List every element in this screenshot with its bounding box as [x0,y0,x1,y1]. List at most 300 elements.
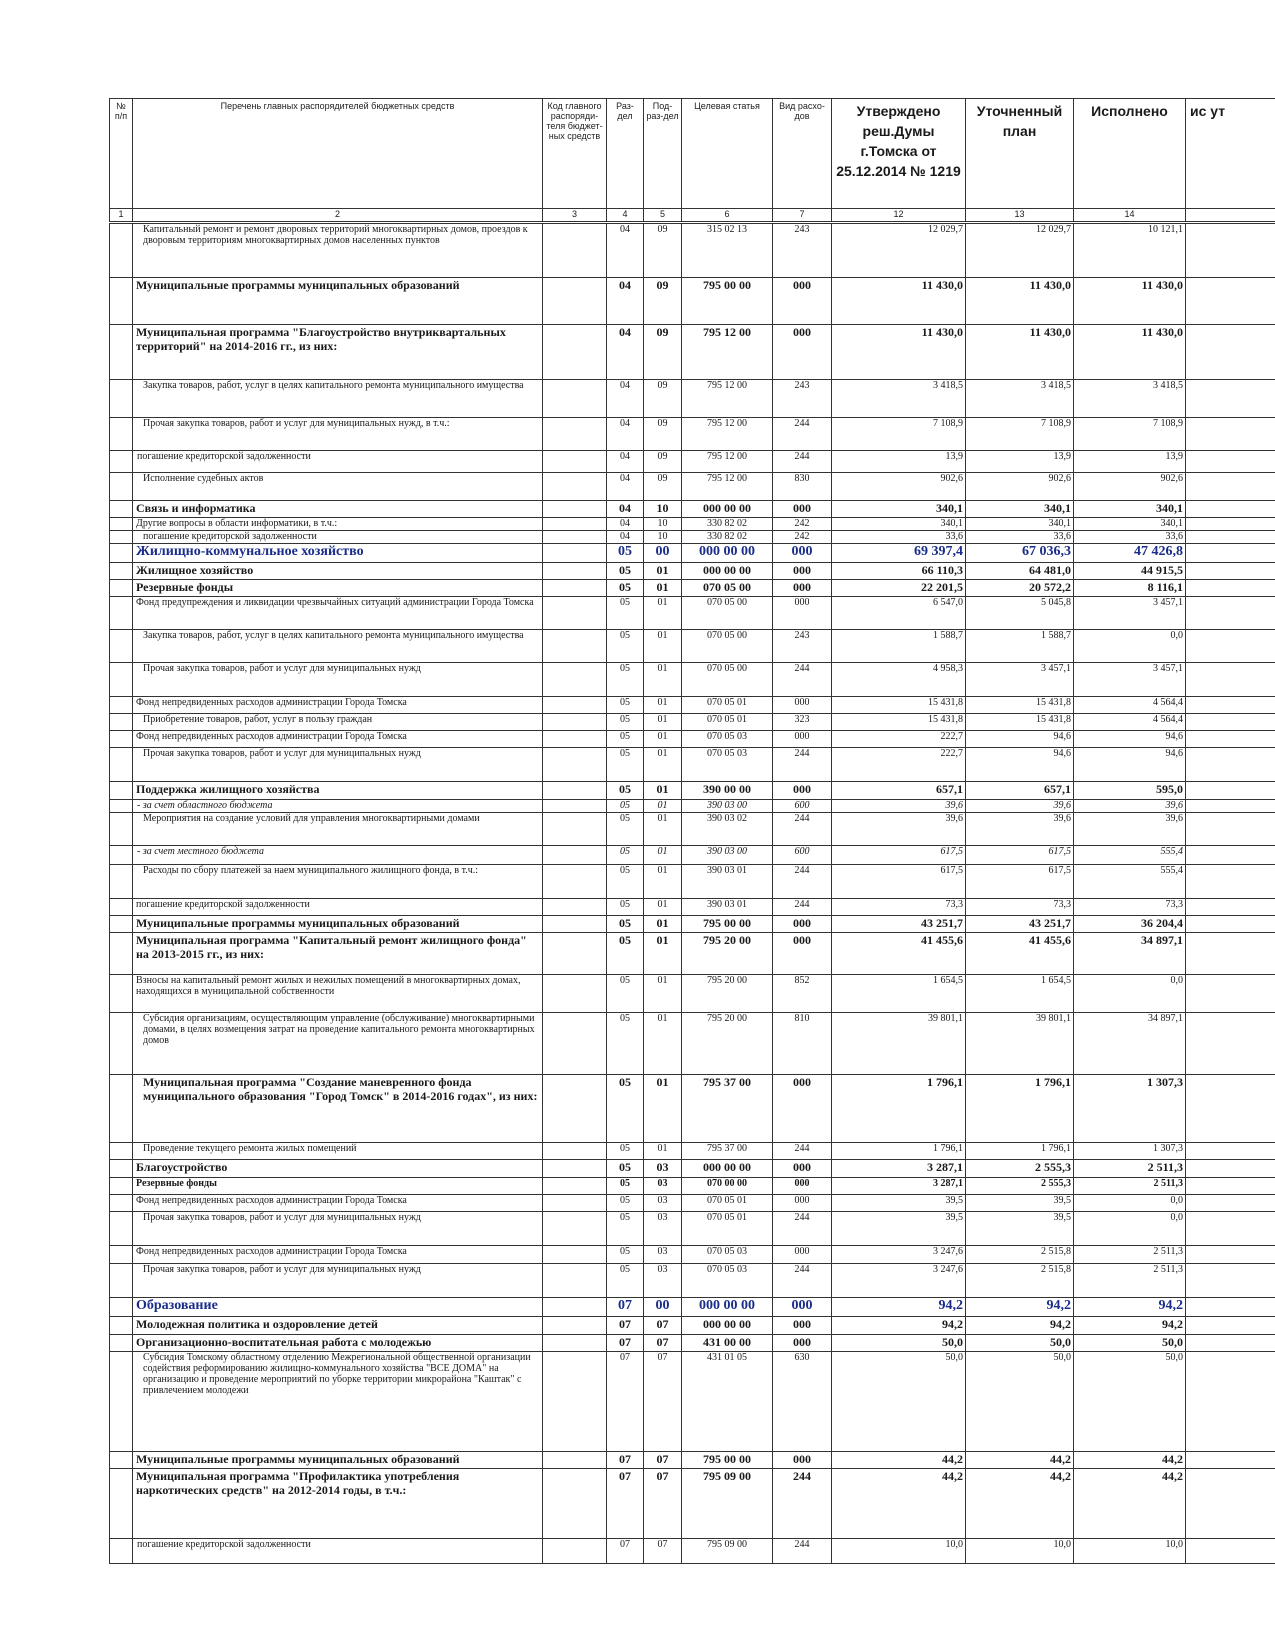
row-expense-type: 242 [773,531,832,544]
row-approved: 657,1 [832,782,966,800]
row-approved: 1 654,5 [832,975,966,1013]
row-num [110,1212,133,1246]
header-razdel: Раз-дел [607,99,644,209]
row-code [543,451,607,473]
row-cut [1186,518,1275,531]
row-executed: 3 457,1 [1074,663,1186,697]
row-executed: 94,6 [1074,731,1186,748]
row-expense-type: 244 [773,1143,832,1160]
row-plan: 67 036,3 [966,544,1074,563]
row-target-article: 315 02 13 [682,223,773,278]
row-cut [1186,325,1275,380]
row-approved: 902,6 [832,473,966,501]
row-expense-type: 810 [773,1013,832,1075]
row-num [110,782,133,800]
row-plan: 20 572,2 [966,580,1074,597]
row-podrazdel: 09 [644,418,682,451]
row-razdel: 07 [607,1352,644,1452]
row-target-article: 070 05 00 [682,580,773,597]
row-cut [1186,1160,1275,1178]
row-target-article: 070 05 03 [682,1264,773,1298]
row-approved: 39,6 [832,800,966,813]
row-num [110,916,133,933]
row-podrazdel: 09 [644,473,682,501]
row-num [110,325,133,380]
table-row [110,1212,1275,1246]
table-row [110,1264,1275,1298]
row-plan: 44,2 [966,1452,1074,1469]
header-name: Перечень главных распорядителей бюджетных средств [133,99,543,209]
budget-table-sheet [109,98,1275,1564]
row-code [543,563,607,580]
header-num: № п/п [110,99,133,209]
table-row [110,865,1275,899]
row-executed: 340,1 [1074,501,1186,518]
row-name: Молодежная политика и оздоровление детей [133,1317,543,1335]
row-expense-type: 600 [773,846,832,865]
row-target-article: 390 03 01 [682,899,773,916]
colnum: 6 [682,209,773,223]
row-name: Субсидия Томскому областному отделению Межрегиональной общественной организации содействия реформированию жилищно-коммунального хозяйства "ВСЕ ДОМА" на организацию и проведение мероприятий по уборке территории микрорайона "Каштак" с привлечением молодежи [133,1352,543,1452]
row-cut [1186,630,1275,663]
row-podrazdel: 09 [644,223,682,278]
header-approved: Утверждено реш.Думы г.Томска от 25.12.2014 № 1219 [832,99,966,209]
row-code [543,916,607,933]
row-executed: 44,2 [1074,1452,1186,1469]
row-num [110,975,133,1013]
row-name: Муниципальные программы муниципальных образований [133,916,543,933]
row-expense-type: 000 [773,580,832,597]
row-executed: 902,6 [1074,473,1186,501]
row-name: Муниципальная программа "Благоустройство внутриквартальных территорий" на 2014-2016 гг., из них: [133,325,543,380]
row-approved: 66 110,3 [832,563,966,580]
row-target-article: 795 00 00 [682,278,773,325]
row-expense-type: 244 [773,1469,832,1539]
row-approved: 39,5 [832,1212,966,1246]
row-code [543,501,607,518]
row-razdel: 04 [607,325,644,380]
row-target-article: 795 09 00 [682,1469,773,1539]
row-code [543,1352,607,1452]
row-executed: 2 511,3 [1074,1246,1186,1264]
row-plan: 2 515,8 [966,1264,1074,1298]
row-cut [1186,663,1275,697]
row-target-article: 070 05 03 [682,1246,773,1264]
row-name: Фонд непредвиденных расходов администрации Города Томска [133,1195,543,1212]
row-code [543,1539,607,1564]
row-code [543,782,607,800]
row-target-article: 070 05 01 [682,697,773,714]
row-num [110,1469,133,1539]
row-code [543,544,607,563]
table-row [110,1298,1275,1317]
row-expense-type: 244 [773,1264,832,1298]
row-num [110,800,133,813]
row-plan: 3 418,5 [966,380,1074,418]
row-num [110,563,133,580]
row-plan: 12 029,7 [966,223,1074,278]
row-executed: 0,0 [1074,1212,1186,1246]
row-cut [1186,1317,1275,1335]
row-executed: 47 426,8 [1074,544,1186,563]
row-target-article: 070 05 03 [682,731,773,748]
header-expense-type: Вид расхо-дов [773,99,832,209]
table-row [110,782,1275,800]
row-executed: 2 511,3 [1074,1264,1186,1298]
row-approved: 39,5 [832,1195,966,1212]
row-razdel: 05 [607,1160,644,1178]
row-podrazdel: 00 [644,544,682,563]
row-num [110,1298,133,1317]
row-podrazdel: 01 [644,865,682,899]
row-name: Образование [133,1298,543,1317]
row-expense-type: 000 [773,325,832,380]
table-row [110,1352,1275,1452]
row-executed: 3 457,1 [1074,597,1186,630]
row-podrazdel: 07 [644,1539,682,1564]
row-executed: 39,6 [1074,813,1186,846]
row-plan: 1 654,5 [966,975,1074,1013]
row-podrazdel: 01 [644,580,682,597]
row-name: Проведение текущего ремонта жилых помещений [133,1143,543,1160]
row-target-article: 070 05 01 [682,1195,773,1212]
row-code [543,714,607,731]
row-executed: 8 116,1 [1074,580,1186,597]
table-row [110,630,1275,663]
row-approved: 3 287,1 [832,1178,966,1195]
row-expense-type: 244 [773,748,832,782]
row-razdel: 05 [607,800,644,813]
row-cut [1186,813,1275,846]
row-name: Мероприятия на создание условий для управления многоквартирными домами [133,813,543,846]
row-podrazdel: 01 [644,731,682,748]
row-name: погашение кредиторской задолженности [133,531,543,544]
row-podrazdel: 07 [644,1317,682,1335]
row-plan: 11 430,0 [966,325,1074,380]
row-podrazdel: 01 [644,975,682,1013]
row-target-article: 070 00 00 [682,1178,773,1195]
table-row [110,731,1275,748]
row-num [110,1143,133,1160]
row-executed: 0,0 [1074,1195,1186,1212]
table-row [110,1143,1275,1160]
table-row [110,714,1275,731]
row-target-article: 000 00 00 [682,1317,773,1335]
colnum: 1 [110,209,133,223]
row-num [110,473,133,501]
row-plan: 15 431,8 [966,714,1074,731]
row-plan: 44,2 [966,1469,1074,1539]
row-expense-type: 244 [773,418,832,451]
row-plan: 902,6 [966,473,1074,501]
row-razdel: 05 [607,544,644,563]
row-num [110,223,133,278]
row-approved: 13,9 [832,451,966,473]
row-name: Благоустройство [133,1160,543,1178]
row-expense-type: 244 [773,813,832,846]
row-name: Субсидия организациям, осуществляющим управление (обслуживание) многоквартирными домами, в целях возмещения затрат на проведение капитального ремонта многоквартирных домов [133,1013,543,1075]
row-approved: 10,0 [832,1539,966,1564]
row-plan: 94,6 [966,731,1074,748]
row-plan: 39,5 [966,1212,1074,1246]
row-cut [1186,1264,1275,1298]
row-name: Прочая закупка товаров, работ и услуг для муниципальных нужд, в т.ч.: [133,418,543,451]
row-num [110,813,133,846]
row-target-article: 390 03 02 [682,813,773,846]
table-row [110,899,1275,916]
row-executed: 34 897,1 [1074,933,1186,975]
row-code [543,630,607,663]
row-target-article: 000 00 00 [682,1160,773,1178]
row-razdel: 04 [607,380,644,418]
row-name: погашение кредиторской задолженности [133,451,543,473]
row-razdel: 05 [607,846,644,865]
row-code [543,748,607,782]
row-podrazdel: 01 [644,800,682,813]
row-razdel: 07 [607,1317,644,1335]
row-cut [1186,1195,1275,1212]
row-cut [1186,473,1275,501]
row-approved: 6 547,0 [832,597,966,630]
row-num [110,418,133,451]
row-cut [1186,697,1275,714]
row-expense-type: 000 [773,1298,832,1317]
row-expense-type: 000 [773,597,832,630]
row-cut [1186,531,1275,544]
row-num [110,1452,133,1469]
row-razdel: 04 [607,451,644,473]
row-razdel: 05 [607,714,644,731]
table-row [110,544,1275,563]
row-code [543,1335,607,1352]
row-num [110,697,133,714]
colnum: 4 [607,209,644,223]
row-expense-type: 000 [773,933,832,975]
row-cut [1186,1539,1275,1564]
row-executed: 1 307,3 [1074,1075,1186,1143]
row-cut [1186,916,1275,933]
row-cut [1186,1469,1275,1539]
row-code [543,1212,607,1246]
row-num [110,1195,133,1212]
row-podrazdel: 01 [644,1075,682,1143]
row-razdel: 04 [607,518,644,531]
row-podrazdel: 01 [644,813,682,846]
row-cut [1186,1352,1275,1452]
row-razdel: 04 [607,531,644,544]
row-expense-type: 244 [773,451,832,473]
row-plan: 94,2 [966,1298,1074,1317]
row-expense-type: 243 [773,630,832,663]
row-razdel: 04 [607,473,644,501]
row-podrazdel: 01 [644,933,682,975]
colnum: 13 [966,209,1074,223]
row-name: Связь и информатика [133,501,543,518]
table-row [110,663,1275,697]
row-expense-type: 000 [773,278,832,325]
row-plan: 64 481,0 [966,563,1074,580]
row-executed: 10,0 [1074,1539,1186,1564]
table-row [110,1452,1275,1469]
row-expense-type: 000 [773,563,832,580]
row-cut [1186,580,1275,597]
row-approved: 50,0 [832,1352,966,1452]
row-num [110,1539,133,1564]
row-code [543,1298,607,1317]
row-plan: 617,5 [966,865,1074,899]
row-cut [1186,223,1275,278]
row-cut [1186,501,1275,518]
row-target-article: 390 03 01 [682,865,773,899]
row-num [110,1160,133,1178]
row-cut [1186,748,1275,782]
row-name: Капитальный ремонт и ремонт дворовых территорий многоквартирных домов, проездов к дворовым территориям многоквартирных домов населенных пунктов [133,223,543,278]
row-name: Резервные фонды [133,580,543,597]
row-code [543,800,607,813]
row-razdel: 05 [607,1212,644,1246]
row-plan: 33,6 [966,531,1074,544]
row-name: погашение кредиторской задолженности [133,899,543,916]
row-name: - за счет областного бюджета [133,800,543,813]
row-code [543,1469,607,1539]
row-executed: 4 564,4 [1074,697,1186,714]
row-num [110,1075,133,1143]
row-num [110,933,133,975]
row-code [543,1317,607,1335]
row-podrazdel: 01 [644,1143,682,1160]
row-num [110,501,133,518]
row-cut [1186,800,1275,813]
header-target-article: Целевая статья [682,99,773,209]
row-code [543,278,607,325]
row-expense-type: 000 [773,731,832,748]
row-cut [1186,597,1275,630]
row-approved: 43 251,7 [832,916,966,933]
row-podrazdel: 01 [644,748,682,782]
colnum: 7 [773,209,832,223]
row-podrazdel: 01 [644,899,682,916]
row-name: Муниципальная программа "Создание маневренного фонда муниципального образования "Город Томск" в 2014-2016 годах", из них: [133,1075,543,1143]
row-approved: 3 418,5 [832,380,966,418]
row-name: Расходы по сбору платежей за наем муниципального жилищного фонда, в т.ч.: [133,865,543,899]
row-approved: 22 201,5 [832,580,966,597]
row-plan: 39,5 [966,1195,1074,1212]
row-executed: 94,6 [1074,748,1186,782]
row-executed: 2 511,3 [1074,1160,1186,1178]
row-razdel: 05 [607,975,644,1013]
row-num [110,630,133,663]
colnum: 5 [644,209,682,223]
row-executed: 50,0 [1074,1352,1186,1452]
row-code [543,1195,607,1212]
row-cut [1186,1178,1275,1195]
row-num [110,731,133,748]
colnum [1186,209,1275,223]
row-num [110,714,133,731]
row-code [543,518,607,531]
row-target-article: 795 37 00 [682,1143,773,1160]
row-plan: 73,3 [966,899,1074,916]
row-cut [1186,278,1275,325]
header-row [110,99,1275,209]
row-cut [1186,544,1275,563]
row-expense-type: 243 [773,380,832,418]
row-podrazdel: 01 [644,697,682,714]
table-row [110,748,1275,782]
row-cut [1186,563,1275,580]
row-cut [1186,975,1275,1013]
row-approved: 39,6 [832,813,966,846]
row-razdel: 05 [607,933,644,975]
row-plan: 2 555,3 [966,1178,1074,1195]
table-row [110,697,1275,714]
row-podrazdel: 09 [644,451,682,473]
row-executed: 4 564,4 [1074,714,1186,731]
row-cut [1186,451,1275,473]
table-row [110,380,1275,418]
row-razdel: 05 [607,748,644,782]
row-expense-type: 244 [773,1539,832,1564]
table-row [110,846,1275,865]
row-plan: 50,0 [966,1352,1074,1452]
row-executed: 34 897,1 [1074,1013,1186,1075]
row-num [110,380,133,418]
row-target-article: 070 05 03 [682,748,773,782]
row-podrazdel: 01 [644,916,682,933]
row-num [110,1335,133,1352]
row-target-article: 330 82 02 [682,518,773,531]
row-code [543,531,607,544]
row-razdel: 05 [607,1264,644,1298]
row-plan: 1 588,7 [966,630,1074,663]
row-approved: 617,5 [832,846,966,865]
table-row [110,1178,1275,1195]
header-plan: Уточненный план [966,99,1074,209]
row-name: Другие вопросы в области информатики, в т.ч.: [133,518,543,531]
header-executed: Исполнено [1074,99,1186,209]
row-expense-type: 000 [773,697,832,714]
table-row [110,501,1275,518]
row-target-article: 795 37 00 [682,1075,773,1143]
row-name: Прочая закупка товаров, работ и услуг для муниципальных нужд [133,1212,543,1246]
row-plan: 7 108,9 [966,418,1074,451]
row-executed: 555,4 [1074,846,1186,865]
row-code [543,1160,607,1178]
row-razdel: 04 [607,418,644,451]
row-num [110,580,133,597]
row-target-article: 330 82 02 [682,531,773,544]
row-num [110,748,133,782]
row-target-article: 390 03 00 [682,846,773,865]
row-podrazdel: 01 [644,663,682,697]
row-target-article: 795 12 00 [682,380,773,418]
row-podrazdel: 03 [644,1212,682,1246]
row-code [543,325,607,380]
row-approved: 11 430,0 [832,278,966,325]
header-cut-column: ис ут [1186,99,1275,209]
row-expense-type: 000 [773,501,832,518]
row-target-article: 000 00 00 [682,544,773,563]
row-plan: 657,1 [966,782,1074,800]
row-razdel: 05 [607,1195,644,1212]
row-name: Фонд непредвиденных расходов администрации Города Томска [133,1246,543,1264]
row-code [543,1264,607,1298]
row-name: Прочая закупка товаров, работ и услуг для муниципальных нужд [133,1264,543,1298]
row-code [543,418,607,451]
row-num [110,1246,133,1264]
row-expense-type: 000 [773,1178,832,1195]
row-name: Фонд непредвиденных расходов администрации Города Томска [133,697,543,714]
